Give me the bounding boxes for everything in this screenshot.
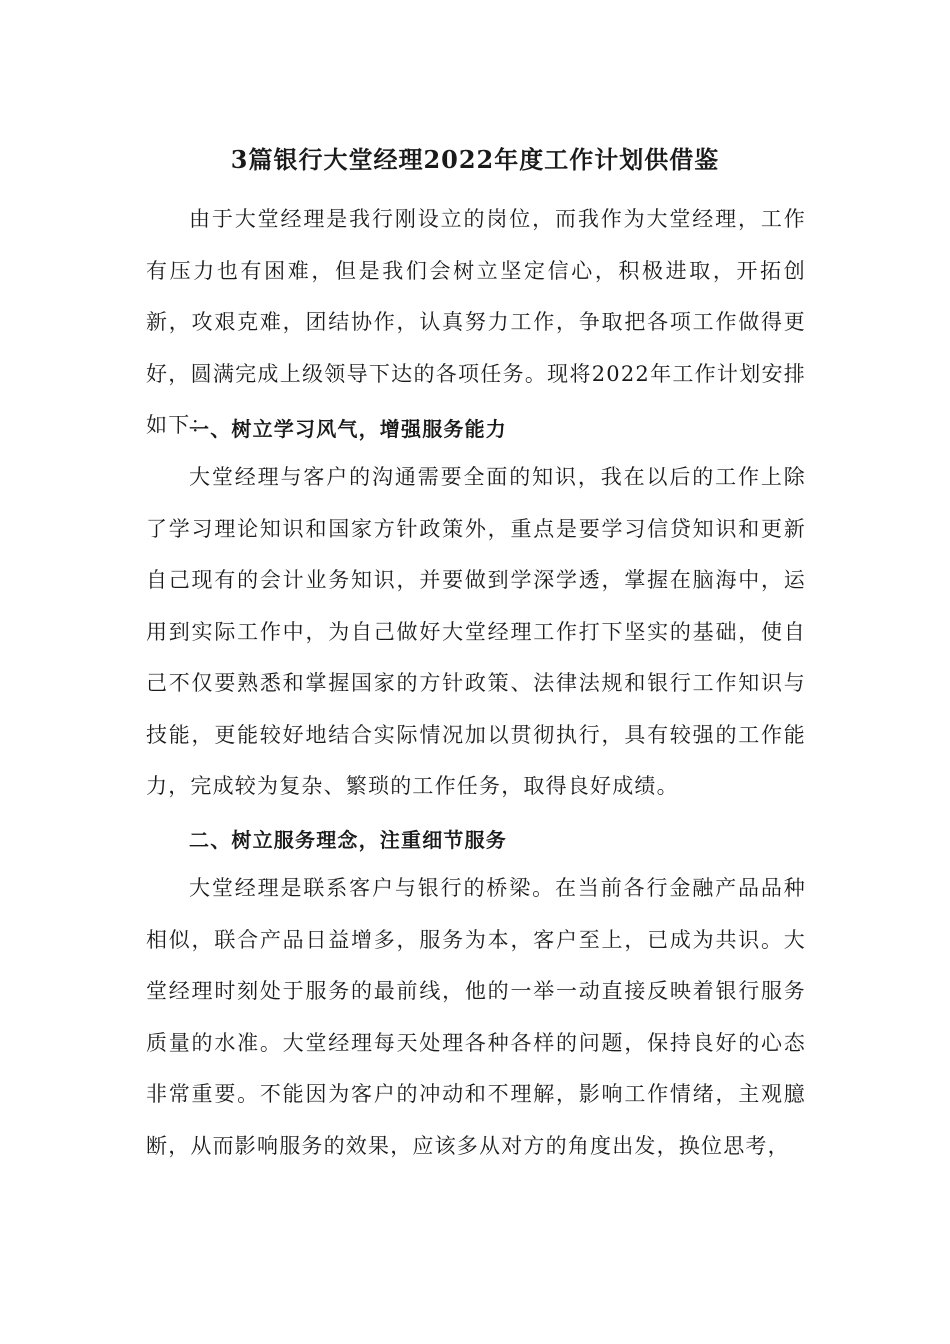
section-1-paragraph-block (146, 452, 806, 813)
document-title: 3篇银行大堂经理2022年度工作计划供借鉴 (230, 145, 720, 174)
section-2-heading-block (146, 815, 806, 867)
section-2-paragraph-block (146, 863, 806, 1172)
section-1-heading: 一、树立学习风气，增强服务能力 (189, 417, 507, 441)
section-1-paragraph: 大堂经理与客户的沟通需要全面的知识，我在以后的工作上除了学习理论知识和国家方针政策外，重点是要学习信贷知识和更新自己现有的会计业务知识，并要做到学深学透，掌握在脑海中，运用到实际工作中，为自己做好大堂经理工作打下坚实的基础，使自己不仅要熟悉和掌握国家的方针政策、法律法规和银行工作知识与技能，更能较好地结合实际情况加以贯彻执行，具有较强的工作能力，完成较为复杂、繁琐的工作任务，取得良好成绩。 (146, 465, 806, 798)
section-2-heading: 二、树立服务理念，注重细节服务 (189, 828, 507, 852)
section-1-heading-block (146, 404, 806, 456)
intro-paragraph: 由于大堂经理是我行刚设立的岗位，而我作为大堂经理，工作有压力也有困难，但是我们会树立坚定信心，积极进取，开拓创新，攻艰克难，团结协作，认真努力工作，争取把各项工作做得更好，圆满完成上级领导下达的各项任务。现将2022年工作计划安排如下： (146, 207, 806, 437)
section-2-paragraph: 大堂经理是联系客户与银行的桥梁。在当前各行金融产品品种相似，联合产品日益增多，服务为本，客户至上，已成为共识。大堂经理时刻处于服务的最前线，他的一举一动直接反映着银行服务质量的水准。大堂经理每天处理各种各样的问题，保持良好的心态非常重要。不能因为客户的冲动和不理解，影响工作情绪，主观臆断，从而影响服务的效果，应该多从对方的角度出发，换位思考， (146, 876, 806, 1158)
